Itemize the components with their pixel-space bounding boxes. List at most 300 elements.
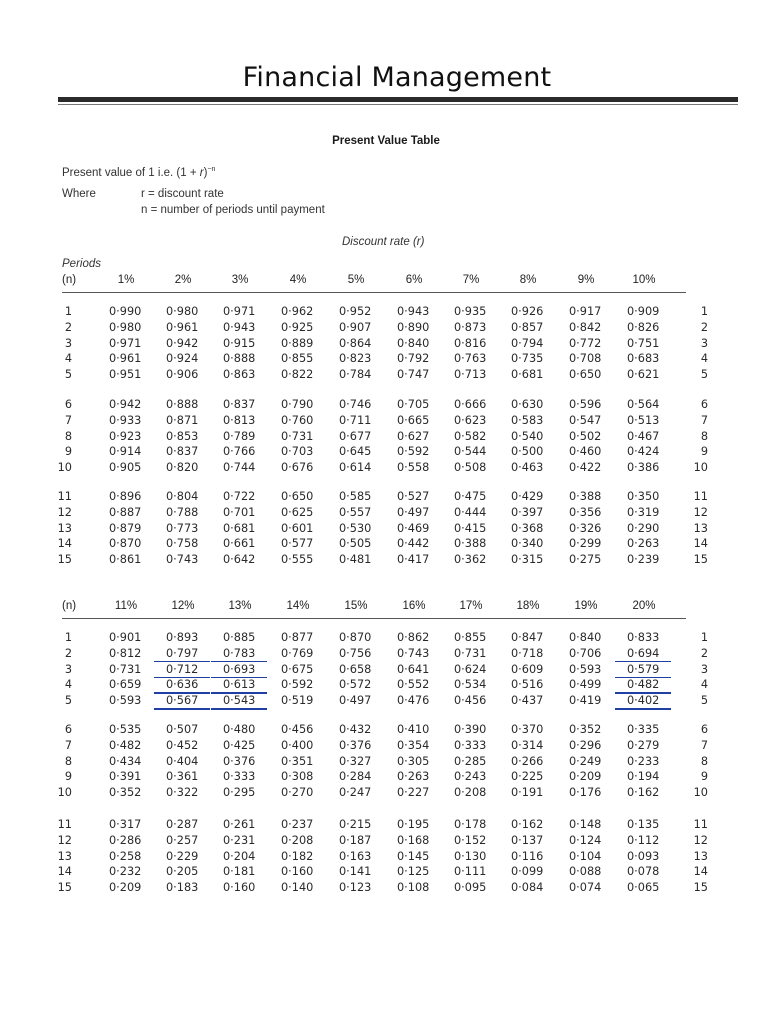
table-cell: 0·422	[569, 461, 602, 475]
table-cell: 0·243	[454, 770, 487, 784]
table-cell: 0·630	[511, 398, 544, 411]
header-rule	[62, 292, 686, 293]
table-cell: 0·855	[454, 631, 487, 644]
period-number-right: 4	[700, 678, 708, 692]
table-cell: 0·909	[627, 305, 660, 318]
table-cell: 0·095	[454, 881, 487, 895]
rate-column-header: 9%	[577, 274, 595, 286]
table-cell: 0·582	[454, 429, 487, 443]
table-cell: 0·295	[223, 786, 256, 800]
table-cell: 0·124	[569, 833, 602, 847]
table-cell: 0·266	[511, 754, 544, 768]
rate-column-header: 6%	[405, 274, 423, 286]
table-cell: 0·792	[397, 352, 430, 366]
pen-underline	[154, 708, 210, 710]
table-cell: 0·350	[627, 490, 660, 503]
table-cell: 0·585	[339, 490, 372, 503]
table-cell: 0·676	[281, 461, 314, 475]
table-cell: 0·609	[511, 662, 544, 676]
period-number-right: 10	[693, 786, 708, 800]
table-cell: 0·624	[454, 662, 487, 676]
table-cell: 0·388	[454, 537, 487, 551]
table-cell: 0·962	[281, 305, 314, 318]
table-cell: 0·099	[511, 865, 544, 879]
table-cell: 0·227	[397, 786, 430, 800]
table-cell: 0·766	[223, 445, 256, 459]
pen-underline	[615, 661, 671, 663]
period-number-right: 9	[700, 770, 708, 784]
table-cell: 0·703	[281, 445, 314, 459]
table-cell: 0·452	[166, 738, 199, 752]
table-cell: 0·847	[511, 631, 544, 644]
table-cell: 0·205	[166, 865, 199, 879]
period-number-right: 6	[700, 398, 708, 411]
table-cell: 0·788	[166, 505, 199, 519]
table-cell: 0·460	[569, 445, 602, 459]
table-cell: 0·933	[109, 413, 142, 427]
table-cell: 0·231	[223, 833, 256, 847]
table-cell: 0·543	[223, 694, 256, 708]
period-number: 13	[57, 849, 72, 863]
table-cell: 0·249	[569, 754, 602, 768]
period-number: 6	[64, 398, 72, 411]
table-cell: 0·890	[397, 320, 430, 334]
table-cell: 0·614	[339, 461, 372, 475]
pen-underline	[211, 661, 267, 663]
table-cell: 0·681	[511, 368, 544, 382]
rate-column-header: 16%	[402, 600, 426, 612]
table-cell: 0·961	[109, 352, 142, 366]
rate-column-header: 15%	[344, 600, 368, 612]
period-number-right: 12	[693, 833, 708, 847]
period-number: 5	[64, 694, 72, 708]
table-cell: 0·870	[109, 537, 142, 551]
table-cell: 0·499	[569, 678, 602, 692]
table-cell: 0·577	[281, 537, 314, 551]
table-cell: 0·163	[339, 849, 372, 863]
table-cell: 0·547	[569, 413, 602, 427]
period-number: 10	[57, 461, 72, 475]
rate-column-header: 11%	[114, 600, 138, 612]
header-rule	[62, 618, 686, 619]
table-cell: 0·104	[569, 849, 602, 863]
table-cell: 0·125	[397, 865, 430, 879]
table-cell: 0·270	[281, 786, 314, 800]
table-cell: 0·209	[569, 770, 602, 784]
table-cell: 0·194	[627, 770, 660, 784]
table-cell: 0·315	[511, 553, 544, 567]
table-cell: 0·659	[109, 678, 142, 692]
table-cell: 0·286	[109, 833, 142, 847]
table-cell: 0·641	[397, 662, 430, 676]
table-cell: 0·362	[454, 553, 487, 567]
table-cell: 0·942	[109, 398, 142, 411]
table-cell: 0·482	[109, 738, 142, 752]
table-cell: 0·356	[569, 505, 602, 519]
period-number-right: 7	[700, 738, 708, 752]
table-cell: 0·507	[166, 723, 199, 736]
table-cell: 0·476	[397, 694, 430, 708]
table-cell: 0·833	[627, 631, 660, 644]
table-cell: 0·744	[223, 461, 256, 475]
period-number-right: 15	[693, 553, 708, 567]
formula-r: r	[199, 166, 204, 179]
table-cell: 0·855	[281, 352, 314, 366]
table-cell: 0·257	[166, 833, 199, 847]
period-number: 9	[64, 770, 72, 784]
table-cell: 0·694	[627, 646, 660, 660]
table-cell: 0·544	[454, 445, 487, 459]
table-cell: 0·078	[627, 865, 660, 879]
pen-underline	[211, 677, 267, 679]
rate-column-header: 3%	[231, 274, 249, 286]
table-cell: 0·645	[339, 445, 372, 459]
period-number: 5	[64, 368, 72, 382]
table-cell: 0·480	[223, 723, 256, 736]
table-cell: 0·397	[511, 505, 544, 519]
pen-underline	[154, 661, 210, 663]
table-cell: 0·746	[339, 398, 372, 411]
table-cell: 0·636	[166, 678, 199, 692]
table-cell: 0·943	[223, 320, 256, 334]
table-cell: 0·162	[627, 786, 660, 800]
table-cell: 0·258	[109, 849, 142, 863]
table-cell: 0·885	[223, 631, 256, 644]
table-cell: 0·296	[569, 738, 602, 752]
table-cell: 0·823	[339, 352, 372, 366]
table-cell: 0·508	[454, 461, 487, 475]
table-cell: 0·463	[511, 461, 544, 475]
table-cell: 0·284	[339, 770, 372, 784]
table-cell: 0·391	[109, 770, 142, 784]
period-number: 10	[57, 786, 72, 800]
table-cell: 0·400	[281, 738, 314, 752]
period-number-right: 14	[693, 865, 708, 879]
table-cell: 0·783	[223, 646, 256, 660]
table-cell: 0·130	[454, 849, 487, 863]
table-cell: 0·862	[397, 631, 430, 644]
table-cell: 0·162	[511, 818, 544, 831]
table-cell: 0·923	[109, 429, 142, 443]
table-cell: 0·567	[166, 694, 199, 708]
table-cell: 0·887	[109, 505, 142, 519]
table-cell: 0·743	[397, 646, 430, 660]
table-cell: 0·760	[281, 413, 314, 427]
table-cell: 0·718	[511, 646, 544, 660]
table-cell: 0·893	[166, 631, 199, 644]
table-cell: 0·627	[397, 429, 430, 443]
table-cell: 0·191	[511, 786, 544, 800]
table-cell: 0·905	[109, 461, 142, 475]
period-number: 13	[57, 521, 72, 535]
table-cell: 0·665	[397, 413, 430, 427]
rate-column-header: 13%	[228, 600, 252, 612]
period-number: 15	[57, 881, 72, 895]
formula-close: )	[203, 166, 208, 179]
table-cell: 0·822	[281, 368, 314, 382]
period-number: 7	[64, 413, 72, 427]
period-number-right: 11	[693, 818, 708, 831]
r-definition: r = discount rate	[141, 188, 224, 200]
table-cell: 0·907	[339, 320, 372, 334]
table-cell: 0·642	[223, 553, 256, 567]
formula-exponent: −n	[207, 166, 216, 173]
table-cell: 0·141	[339, 865, 372, 879]
table-cell: 0·152	[454, 833, 487, 847]
period-number-right: 5	[700, 694, 708, 708]
table-cell: 0·308	[281, 770, 314, 784]
table-cell: 0·769	[281, 646, 314, 660]
table-cell: 0·840	[569, 631, 602, 644]
table-cell: 0·314	[511, 738, 544, 752]
table-cell: 0·208	[281, 833, 314, 847]
table-cell: 0·247	[339, 786, 372, 800]
table-cell: 0·971	[109, 336, 142, 350]
period-number-right: 14	[693, 537, 708, 551]
rate-column-header: 12%	[171, 600, 195, 612]
table-cell: 0·621	[627, 368, 660, 382]
table-cell: 0·650	[569, 368, 602, 382]
table-cell: 0·467	[627, 429, 660, 443]
period-number-right: 9	[700, 445, 708, 459]
table-cell: 0·735	[511, 352, 544, 366]
table-cell: 0·705	[397, 398, 430, 411]
period-number: 9	[64, 445, 72, 459]
table-cell: 0·812	[109, 646, 142, 660]
table-cell: 0·558	[397, 461, 430, 475]
pen-underline	[211, 692, 267, 694]
table-cell: 0·263	[627, 537, 660, 551]
period-number-right: 3	[700, 336, 708, 350]
table-cell: 0·108	[397, 881, 430, 895]
table-cell: 0·516	[511, 678, 544, 692]
table-cell: 0·160	[223, 881, 256, 895]
table-cell: 0·415	[454, 521, 487, 535]
period-number: 2	[64, 320, 72, 334]
table-cell: 0·592	[397, 445, 430, 459]
table-cell: 0·706	[569, 646, 602, 660]
table-cell: 0·195	[397, 818, 430, 831]
table-cell: 0·915	[223, 336, 256, 350]
table-cell: 0·088	[569, 865, 602, 879]
table-cell: 0·666	[454, 398, 487, 411]
rate-column-header: 10%	[632, 274, 656, 286]
table-cell: 0·583	[511, 413, 544, 427]
period-number-right: 5	[700, 368, 708, 382]
table-cell: 0·601	[281, 521, 314, 535]
pen-underline	[615, 692, 671, 694]
table-cell: 0·790	[281, 398, 314, 411]
table-cell: 0·225	[511, 770, 544, 784]
table-cell: 0·772	[569, 336, 602, 350]
table-cell: 0·731	[454, 646, 487, 660]
table-cell: 0·137	[511, 833, 544, 847]
table-cell: 0·758	[166, 537, 199, 551]
table-cell: 0·376	[339, 738, 372, 752]
table-cell: 0·623	[454, 413, 487, 427]
period-number: 3	[64, 336, 72, 350]
table-cell: 0·135	[627, 818, 660, 831]
table-cell: 0·693	[223, 662, 256, 676]
table-cell: 0·763	[454, 352, 487, 366]
table-cell: 0·481	[339, 553, 372, 567]
table-cell: 0·237	[281, 818, 314, 831]
table-cell: 0·784	[339, 368, 372, 382]
table-cell: 0·074	[569, 881, 602, 895]
table-cell: 0·708	[569, 352, 602, 366]
table-cell: 0·183	[166, 881, 199, 895]
table-cell: 0·402	[627, 694, 660, 708]
table-cell: 0·178	[454, 818, 487, 831]
table-cell: 0·168	[397, 833, 430, 847]
table-cell: 0·773	[166, 521, 199, 535]
table-cell: 0·388	[569, 490, 602, 503]
table-cell: 0·842	[569, 320, 602, 334]
rate-column-header: 19%	[574, 600, 598, 612]
period-number: 1	[64, 305, 72, 318]
rate-column-header: 18%	[516, 600, 540, 612]
table-cell: 0·187	[339, 833, 372, 847]
table-cell: 0·572	[339, 678, 372, 692]
table-cell: 0·813	[223, 413, 256, 427]
period-number: 7	[64, 738, 72, 752]
rate-column-header: 7%	[462, 274, 480, 286]
table-cell: 0·789	[223, 429, 256, 443]
table-cell: 0·853	[166, 429, 199, 443]
table-cell: 0·625	[281, 505, 314, 519]
table-cell: 0·942	[166, 336, 199, 350]
table-cell: 0·404	[166, 754, 199, 768]
table-cell: 0·971	[223, 305, 256, 318]
rate-column-header: 5%	[347, 274, 365, 286]
table-cell: 0·743	[166, 553, 199, 567]
period-number-right: 4	[700, 352, 708, 366]
period-number-right: 13	[693, 521, 708, 535]
period-number: 11	[57, 490, 72, 503]
table-cell: 0·816	[454, 336, 487, 350]
table-cell: 0·871	[166, 413, 199, 427]
period-number: 3	[64, 662, 72, 676]
table-cell: 0·424	[627, 445, 660, 459]
table-cell: 0·285	[454, 754, 487, 768]
table-cell: 0·820	[166, 461, 199, 475]
period-number: 1	[64, 631, 72, 644]
table-cell: 0·613	[223, 678, 256, 692]
n-column-header: (n)	[62, 274, 77, 286]
table-cell: 0·429	[511, 490, 544, 503]
table-cell: 0·711	[339, 413, 372, 427]
table-cell: 0·712	[166, 662, 199, 676]
table-cell: 0·747	[397, 368, 430, 382]
formula-line	[62, 166, 215, 179]
period-number-right: 6	[700, 723, 708, 736]
table-cell: 0·208	[454, 786, 487, 800]
table-cell: 0·540	[511, 429, 544, 443]
n-definition: n = number of periods until payment	[141, 204, 325, 216]
discount-rate-label: Discount rate (r)	[342, 236, 425, 248]
table-cell: 0·863	[223, 368, 256, 382]
period-number-right: 2	[700, 320, 708, 334]
table-cell: 0·370	[511, 723, 544, 736]
table-cell: 0·980	[166, 305, 199, 318]
table-cell: 0·677	[339, 429, 372, 443]
table-cell: 0·926	[511, 305, 544, 318]
table-cell: 0·901	[109, 631, 142, 644]
table-cell: 0·123	[339, 881, 372, 895]
table-cell: 0·261	[223, 818, 256, 831]
table-cell: 0·794	[511, 336, 544, 350]
table-cell: 0·681	[223, 521, 256, 535]
period-number-right: 8	[700, 754, 708, 768]
table-cell: 0·145	[397, 849, 430, 863]
table-cell: 0·990	[109, 305, 142, 318]
table-cell: 0·751	[627, 336, 660, 350]
period-number-right: 7	[700, 413, 708, 427]
table-cell: 0·722	[223, 490, 256, 503]
table-cell: 0·065	[627, 881, 660, 895]
table-cell: 0·519	[281, 694, 314, 708]
table-cell: 0·952	[339, 305, 372, 318]
table-cell: 0·756	[339, 646, 372, 660]
table-cell: 0·456	[281, 723, 314, 736]
table-cell: 0·444	[454, 505, 487, 519]
table-cell: 0·650	[281, 490, 314, 503]
table-cell: 0·181	[223, 865, 256, 879]
table-cell: 0·160	[281, 865, 314, 879]
table-cell: 0·263	[397, 770, 430, 784]
table-cell: 0·888	[166, 398, 199, 411]
table-cell: 0·701	[223, 505, 256, 519]
table-cell: 0·658	[339, 662, 372, 676]
table-cell: 0·497	[339, 694, 372, 708]
table-cell: 0·917	[569, 305, 602, 318]
table-cell: 0·475	[454, 490, 487, 503]
table-cell: 0·564	[627, 398, 660, 411]
table-cell: 0·290	[627, 521, 660, 535]
rate-column-header: 2%	[174, 274, 192, 286]
table-cell: 0·861	[109, 553, 142, 567]
table-cell: 0·333	[454, 738, 487, 752]
table-cell: 0·335	[627, 723, 660, 736]
table-cell: 0·513	[627, 413, 660, 427]
formula-prefix: Present value of 1 i.e. (1 +	[62, 166, 200, 179]
table-cell: 0·148	[569, 818, 602, 831]
period-number: 6	[64, 723, 72, 736]
table-cell: 0·351	[281, 754, 314, 768]
table-cell: 0·840	[397, 336, 430, 350]
table-cell: 0·888	[223, 352, 256, 366]
period-number-right: 10	[693, 461, 708, 475]
table-cell: 0·111	[454, 865, 487, 879]
table-cell: 0·361	[166, 770, 199, 784]
table-cell: 0·980	[109, 320, 142, 334]
period-number: 12	[57, 833, 72, 847]
pen-underline	[154, 692, 210, 694]
rate-column-header: 17%	[459, 600, 483, 612]
table-cell: 0·112	[627, 833, 660, 847]
table-cell: 0·713	[454, 368, 487, 382]
table-cell: 0·437	[511, 694, 544, 708]
period-number: 14	[57, 537, 72, 551]
period-number-right: 2	[700, 646, 708, 660]
table-cell: 0·864	[339, 336, 372, 350]
pen-underline	[211, 708, 267, 710]
table-cell: 0·879	[109, 521, 142, 535]
table-cell: 0·683	[627, 352, 660, 366]
table-cell: 0·368	[511, 521, 544, 535]
table-cell: 0·951	[109, 368, 142, 382]
rate-column-header: 14%	[286, 600, 310, 612]
